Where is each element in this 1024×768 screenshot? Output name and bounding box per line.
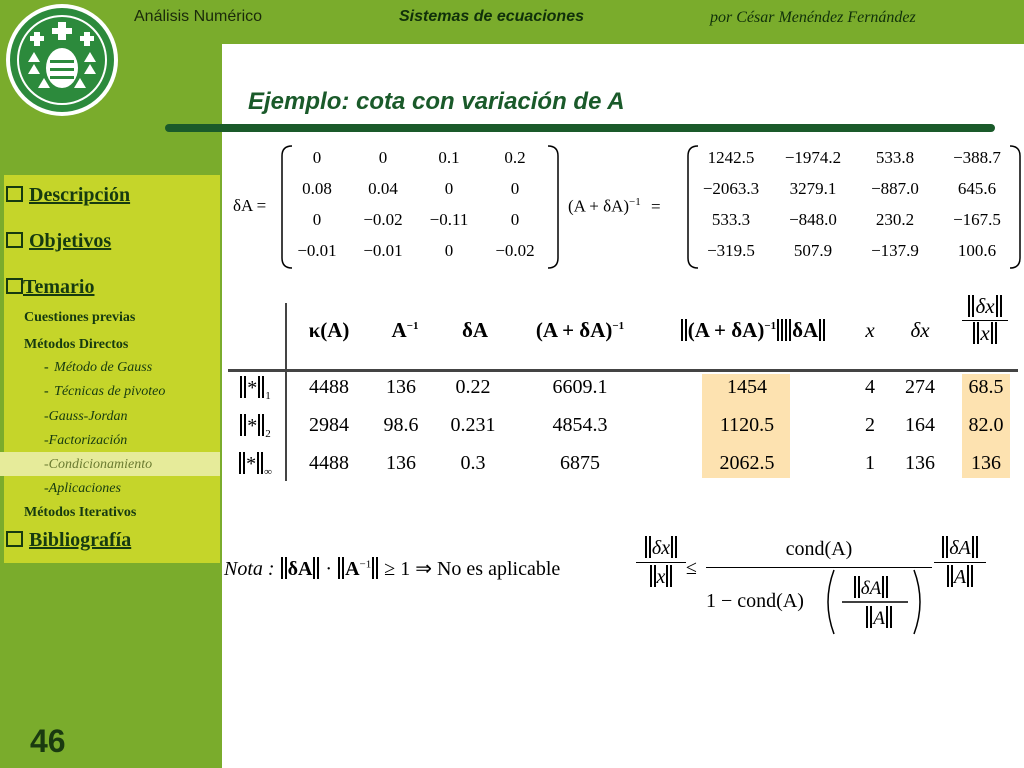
- header-ratio: [958, 294, 1012, 346]
- inverse-cell: −388.7: [953, 148, 1001, 167]
- bound-lhs: [636, 536, 686, 589]
- note-formula: Nota : $\delta A \cdot A^{-1} \ge 1$ ⇒ No es aplicable: [224, 558, 561, 580]
- inverse-label: $(A + \delta A)^{-1}$ =: [568, 196, 661, 216]
- nav-condicionamiento[interactable]: -Condicionamiento: [44, 457, 153, 472]
- table-cell-dA: 0.3: [460, 452, 486, 474]
- inverse-cell: −1974.2: [784, 148, 842, 167]
- deltaA-cell: 0.2: [504, 148, 526, 167]
- table-cell-dx: 136: [905, 452, 935, 474]
- slide-title: Ejemplo: cota con variación de A: [248, 88, 625, 115]
- header-subject: Análisis Numérico: [134, 8, 263, 25]
- header-author: por César Menéndez Fernández: [710, 9, 916, 26]
- inverse-cell: 1242.5: [707, 148, 755, 167]
- nav-descripcion[interactable]: Descripción: [6, 184, 130, 207]
- nav-aplicaciones[interactable]: -Aplicaciones: [44, 481, 121, 496]
- table-cell-ratio: 136: [971, 452, 1001, 474]
- deltaA-cell: 0: [312, 210, 322, 229]
- table-cell-kappa: 4488: [309, 452, 349, 474]
- bound-rhs: [934, 536, 986, 589]
- deltaA-cell: −0.01: [297, 241, 337, 260]
- table-cell-dx: 164: [905, 414, 935, 436]
- inverse-cell: −848.0: [789, 210, 837, 229]
- table-cell-ainv: 136: [386, 452, 416, 474]
- checkbox-icon: [6, 232, 23, 248]
- table-cell-x: 1: [865, 452, 875, 474]
- table-cell-dA: 0.22: [455, 376, 491, 398]
- bound-cond-num: cond(A): [785, 538, 853, 560]
- checkbox-icon: [6, 186, 23, 202]
- header-deltaA: δA: [461, 318, 489, 342]
- inverse-cell: 230.2: [875, 210, 915, 229]
- university-crest-icon: [4, 2, 120, 118]
- bound-den-prefix: 1 − cond(A): [706, 590, 804, 612]
- deltaA-cell: 0.08: [302, 179, 332, 198]
- bound-lhs-den: x: [636, 565, 686, 589]
- deltaA-cell: 0: [312, 148, 322, 167]
- nav-temario[interactable]: Temario: [6, 276, 94, 299]
- table-cell-kappa: 2984: [309, 414, 349, 436]
- page-number: 46: [30, 723, 66, 759]
- inverse-cell: 100.6: [957, 241, 997, 260]
- nav-cuestiones-previas[interactable]: Cuestiones previas: [24, 310, 136, 325]
- deltaA-cell: −0.02: [495, 241, 535, 260]
- norm-label: * $_1$: [232, 376, 278, 402]
- nav-objetivos[interactable]: Objetivos: [6, 230, 111, 253]
- table-cell-ratio: 68.5: [968, 376, 1004, 398]
- deltaA-cell: 0: [444, 241, 454, 260]
- table-cell-x: 4: [865, 376, 875, 398]
- table-header-rule: [228, 369, 1018, 372]
- norm-label: * $_2$: [232, 414, 278, 440]
- inverse-cell: −319.5: [707, 241, 755, 260]
- norm-label: * $_\infty$: [232, 452, 278, 478]
- header-kappa: κ(A): [308, 318, 350, 342]
- table-cell-apdainv: 6609.1: [552, 376, 608, 398]
- nav-bibliografia[interactable]: Bibliografía: [6, 529, 131, 552]
- bound-rhs-bar: [934, 562, 986, 563]
- table-column-rule: [285, 303, 287, 481]
- bound-inner-num: δA: [838, 576, 904, 600]
- inverse-cell: −137.9: [871, 241, 919, 260]
- deltaA-cell: −0.11: [429, 210, 469, 229]
- table-cell-kappa: 4488: [309, 376, 349, 398]
- nav-gauss-jordan[interactable]: -Gauss-Jordan: [44, 409, 128, 424]
- ratio-denominator: x: [958, 321, 1012, 346]
- header-apdainv: $(A + \delta A)^{-1}$: [535, 318, 625, 342]
- header-deltax: δx: [910, 318, 930, 342]
- deltaA-cell: 0.1: [438, 148, 460, 167]
- deltaA-cell: 0: [378, 148, 388, 167]
- table-cell-apdainv: 4854.3: [552, 414, 608, 436]
- inverse-cell: 533.3: [711, 210, 751, 229]
- inverse-cell: 507.9: [793, 241, 833, 260]
- inverse-cell: 645.6: [957, 179, 997, 198]
- bound-lhs-bar: [636, 562, 686, 563]
- checkbox-icon: [6, 531, 23, 547]
- bound-inner-den: A: [846, 606, 912, 630]
- deltaA-cell: 0: [444, 179, 454, 198]
- nav-tecnicas-pivoteo[interactable]: - Técnicas de pivoteo: [44, 384, 166, 399]
- table-cell-ainv: 136: [386, 376, 416, 398]
- header-topic: Sistemas de ecuaciones: [399, 8, 584, 25]
- table-cell-prod: 1120.5: [719, 414, 775, 436]
- nav-metodos-directos[interactable]: Métodos Directos: [24, 337, 129, 352]
- header-x: x: [865, 318, 875, 342]
- bound-le: ≤: [686, 557, 697, 579]
- bound-rhs-num: δA: [934, 536, 986, 560]
- header-ainv: $A^{-1}$: [391, 318, 419, 342]
- table-cell-x: 2: [865, 414, 875, 436]
- table-cell-apdainv: 6875: [560, 452, 600, 474]
- table-cell-prod: 2062.5: [719, 452, 775, 474]
- inverse-cell: 3279.1: [789, 179, 837, 198]
- inverse-cell: 533.8: [875, 148, 915, 167]
- nav-metodo-gauss[interactable]: - Método de Gauss: [44, 360, 153, 375]
- deltaA-label: δA =: [233, 196, 267, 215]
- deltaA-cell: 0: [510, 210, 520, 229]
- header-product-norm: $(A + \delta A)^{-1}$ δA: [658, 318, 848, 343]
- inverse-cell: −167.5: [953, 210, 1001, 229]
- nav-metodos-iterativos[interactable]: Métodos Iterativos: [24, 505, 137, 520]
- table-cell-ainv: 98.6: [383, 414, 419, 436]
- bound-rhs-den: A: [934, 565, 986, 589]
- nav-factorizacion[interactable]: -Factorización: [44, 433, 128, 448]
- deltaA-cell: 0.04: [368, 179, 398, 198]
- bound-lhs-num: δx: [636, 536, 686, 560]
- folder-icon: [6, 278, 23, 294]
- inverse-cell: −2063.3: [702, 179, 760, 198]
- inverse-cell: −887.0: [871, 179, 919, 198]
- ratio-numerator: δx: [958, 294, 1012, 319]
- table-cell-dA: 0.231: [450, 414, 496, 436]
- deltaA-cell: −0.02: [363, 210, 403, 229]
- deltaA-cell: −0.01: [363, 241, 403, 260]
- title-underline: [165, 124, 995, 132]
- table-cell-ratio: 82.0: [968, 414, 1004, 436]
- table-cell-dx: 274: [905, 376, 935, 398]
- table-cell-prod: 1454: [727, 376, 767, 398]
- deltaA-cell: 0: [510, 179, 520, 198]
